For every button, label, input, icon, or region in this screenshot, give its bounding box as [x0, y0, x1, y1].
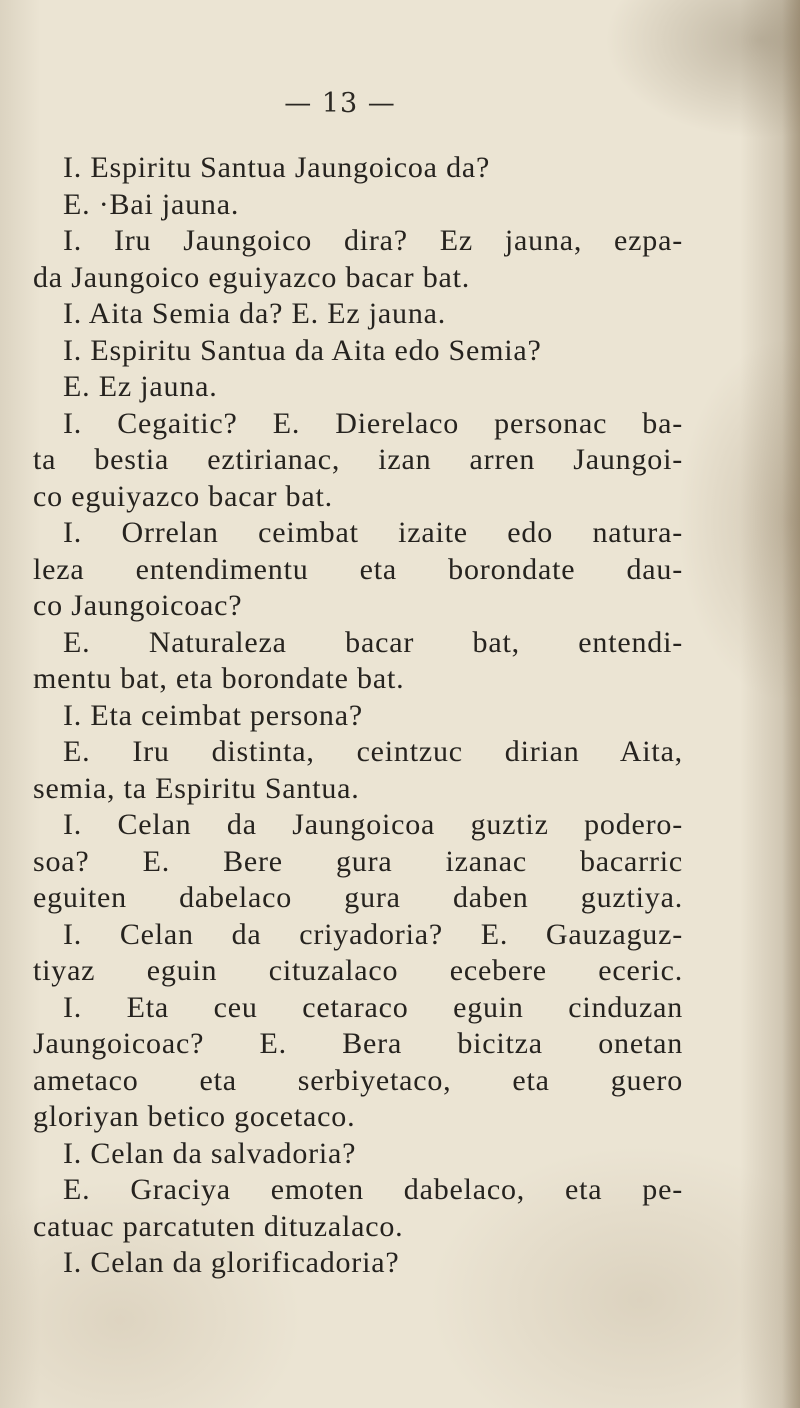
text-line: I. Aita Semia da? E. Ez jauna.: [63, 297, 447, 330]
text-line: E. Iru distinta, ceintzuc dirian Aita,: [63, 735, 683, 768]
page-number: — 13 —: [284, 88, 396, 119]
text-line: ametaco eta serbiyetaco, eta guero: [33, 1063, 683, 1097]
text-line: soa? E. Bere gura izanac bacarric: [33, 844, 683, 878]
text-line: E. Graciya emoten dabelaco, eta pe-: [63, 1173, 683, 1206]
text-line: catuac parcatuten dituzalaco.: [33, 1209, 404, 1243]
text-line: I. Iru Jaungoico dira? Ez jauna, ezpa-: [63, 224, 683, 257]
text-line: E. Naturaleza bacar bat, entendi-: [63, 625, 683, 659]
text-line: I. Celan da glorificadoria?: [63, 1246, 400, 1279]
text-line: mentu bat, eta borondate bat.: [33, 662, 405, 695]
body-text: [33, 150, 683, 1282]
text-line: I. Eta ceu cetaraco eguin cinduzan: [63, 990, 683, 1024]
text-line: I. Eta ceimbat persona?: [63, 698, 363, 732]
page-edge-shadow: [782, 0, 800, 1408]
text-line: eguiten dabelaco gura daben guztiya.: [33, 881, 683, 914]
text-line: I. Espiritu Santua da Aita edo Semia?: [63, 333, 542, 367]
text-line: ta bestia eztirianac, izan arren Jaungoi-: [33, 443, 683, 476]
text-line: I. Orrelan ceimbat izaite edo natura-: [63, 516, 683, 549]
text-line: I. Celan da criyadoria? E. Gauzaguz-: [63, 917, 683, 951]
text-line: co Jaungoicoac?: [33, 589, 243, 622]
text-line: I. Espiritu Santua Jaungoicoa da?: [63, 151, 491, 184]
text-line: gloriyan betico gocetaco.: [33, 1100, 356, 1133]
text-line: leza entendimentu eta borondate dau-: [33, 552, 683, 586]
text-line: I. Celan da Jaungoicoa guztiz podero-: [63, 808, 683, 841]
text-line: Jaungoicoac? E. Bera bicitza onetan: [33, 1027, 683, 1060]
text-line: I. Celan da salvadoria?: [63, 1136, 357, 1170]
text-line: tiyaz eguin cituzalaco ecebere eceric.: [33, 954, 683, 987]
text-line: I. Cegaitic? E. Dierelaco personac ba-: [63, 406, 683, 440]
text-line: co eguiyazco bacar bat.: [33, 479, 333, 513]
text-line: E. ·Bai jauna.: [63, 187, 240, 221]
text-line: da Jaungoico eguiyazco bacar bat.: [33, 260, 471, 294]
text-line: E. Ez jauna.: [63, 370, 218, 403]
text-line: semia, ta Espiritu Santua.: [33, 771, 360, 805]
